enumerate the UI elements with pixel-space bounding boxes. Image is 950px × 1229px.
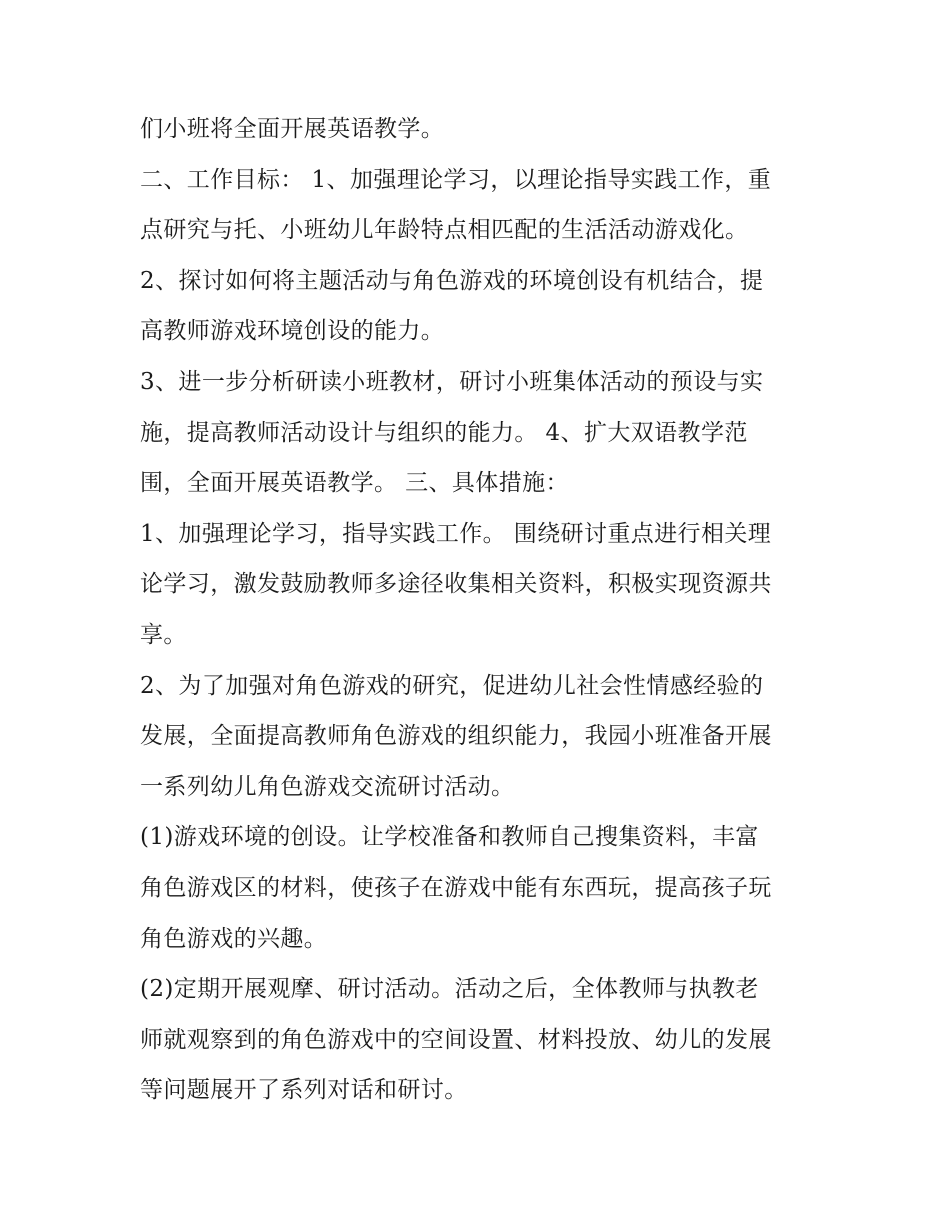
text-line: 施，提高教师活动设计与组织的能力。 4、扩大双语教学范 — [140, 419, 748, 446]
text-line: 师就观察到的角色游戏中的空间设置、材料投放、幼儿的发展 — [140, 1026, 772, 1053]
text-line: 论学习，激发鼓励教师多途径收集相关资料，积极实现资源共 — [140, 571, 772, 598]
text-line: 3、进一步分析研读小班教材，研讨小班集体活动的预设与实 — [140, 368, 764, 395]
text-line: (2)定期开展观摩、研讨活动。活动之后，全体教师与执教老 — [140, 976, 759, 1003]
text-line: 高教师游戏环境创设的能力。 — [140, 318, 445, 345]
text-line: 点研究与托、小班幼儿年龄特点相匹配的生活活动游戏化。 — [140, 217, 749, 244]
document-body — [140, 104, 820, 1116]
text-line: 发展，全面提高教师角色游戏的组织能力，我园小班准备开展 — [140, 723, 772, 750]
text-line: 一系列幼儿角色游戏交流研讨活动。 — [140, 773, 515, 800]
text-line: 角色游戏的兴趣。 — [140, 925, 328, 952]
text-line: 们小班将全面开展英语教学。 — [140, 116, 445, 142]
text-line: 2、为了加强对角色游戏的研究，促进幼儿社会性情感经验的 — [140, 672, 764, 699]
text-line: 2、探讨如何将主题活动与角色游戏的环境创设有机结合，提 — [140, 267, 764, 294]
text-line: 围，全面开展英语教学。 三、具体措施： — [140, 470, 569, 497]
text-line: 等问题展开了系列对话和研讨。 — [140, 1077, 468, 1104]
text-line: 角色游戏区的材料，使孩子在游戏中能有东西玩，提高孩子玩 — [140, 874, 772, 901]
text-line: 二、工作目标： 1、加强理论学习，以理论指导实践工作，重 — [140, 166, 772, 193]
text-line: (1)游戏环境的创设。让学校准备和教师自己搜集资料，丰富 — [140, 824, 759, 851]
text-line: 1、加强理论学习，指导实践工作。 围绕研讨重点进行相关理 — [140, 520, 772, 547]
text-line: 享。 — [140, 621, 187, 648]
